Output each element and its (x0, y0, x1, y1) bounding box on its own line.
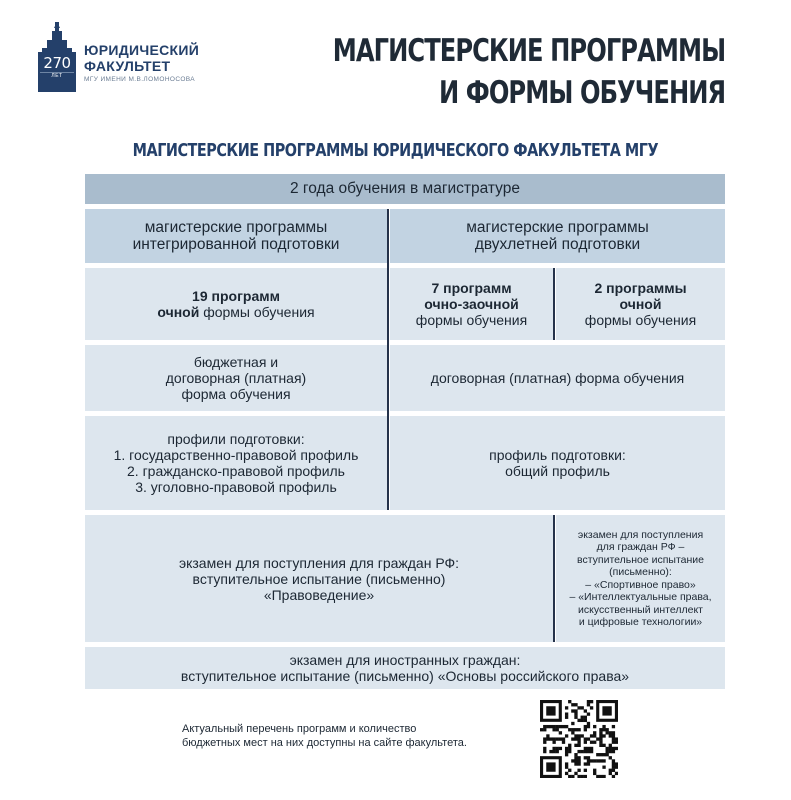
header-integrated-line2: интегрированной подготовки (132, 236, 340, 253)
two-year-profile-cell (390, 416, 725, 510)
full-time-count-form-bold: очной (619, 296, 662, 312)
part-time-count-number: 7 программ (431, 280, 512, 296)
logo-line3: МГУ ИМЕНИ М.В.ЛОМОНОСОВА (84, 76, 196, 83)
profile-item: 1. государственно-правовой профиль (113, 447, 359, 463)
exam-special-line2: для граждан РФ – (596, 541, 685, 553)
logo-line1: ЮРИДИЧЕСКИЙ (84, 42, 200, 58)
integrated-count-number: 19 программ (192, 288, 280, 304)
exam-foreign-cell (85, 647, 725, 689)
exam-main-line3: «Правоведение» (263, 586, 375, 603)
header-integrated (85, 209, 387, 263)
exam-special-cell (556, 515, 725, 642)
part-time-count-form-bold: очно-заочной (424, 296, 519, 312)
full-time-count-form: формы обучения (584, 312, 697, 328)
integrated-count-form: очной формы обучения (157, 304, 315, 320)
profile-item: 3. уголовно-правовой профиль (135, 479, 337, 495)
section-subtitle (0, 140, 791, 161)
header-two-year-line1: магистерские программы (466, 219, 649, 236)
part-time-count-cell (390, 268, 553, 340)
integrated-count-cell (85, 268, 387, 340)
page-title (332, 30, 725, 114)
integrated-payment-line2: договорная (платная) (165, 370, 307, 386)
page-title-line1: МАГИСТЕРСКИЕ ПРОГРАММЫ (332, 33, 725, 69)
header-two-year-line2: двухлетней подготовки (474, 236, 641, 253)
subcolumn-divider (553, 268, 555, 340)
column-divider (387, 209, 389, 510)
profile-item: 2. гражданско-правовой профиль (127, 463, 345, 479)
exam-special-line5: – «Спортивное право» (585, 578, 696, 591)
full-time-count-number: 2 программы (594, 280, 687, 296)
duration-bar (85, 174, 725, 204)
two-year-payment-text: договорная (платная) форма обучения (430, 370, 685, 386)
header-integrated-line1: магистерские программы (144, 219, 328, 236)
footer-note-line1: Актуальный перечень программ и количество (182, 723, 417, 735)
two-year-profile-heading: профиль подготовки: (489, 447, 626, 463)
duration-text: 2 года обучения в магистратуре (290, 180, 520, 197)
integrated-profiles-heading: профили подготовки: (167, 431, 305, 447)
footer-note (182, 723, 467, 750)
integrated-payment-cell (85, 345, 387, 411)
exam-foreign-line2: вступительное испытание (письменно) «Основы российского права» (180, 668, 630, 684)
integrated-payment-line1: бюджетная и (193, 354, 279, 370)
logo-badge-sub: ЛЕТ (51, 73, 63, 79)
exam-special-line4: (письменно): (609, 566, 672, 578)
two-year-profile-value: общий профиль (505, 463, 610, 479)
section-subtitle-text: МАГИСТЕРСКИЕ ПРОГРАММЫ ЮРИДИЧЕСКОГО ФАКУЛЬТЕТА МГУ (132, 140, 659, 161)
exam-special-line1: экзамен для поступления (577, 528, 704, 541)
exam-divider (553, 515, 555, 642)
exam-special-line6: – «Интеллектуальные права, (569, 591, 712, 603)
page-title-line2: И ФОРМЫ ОБУЧЕНИЯ (438, 75, 725, 111)
exam-special-line3: вступительное испытание (577, 553, 704, 566)
exam-special-line7: искусственный интеллект (578, 603, 703, 616)
logo-line2: ФАКУЛЬТЕТ (84, 58, 171, 74)
exam-main-line1: экзамен для поступления для граждан РФ: (178, 554, 460, 571)
exam-foreign-line1: экзамен для иностранных граждан: (289, 652, 521, 668)
logo-badge-number: 270 (43, 54, 71, 72)
exam-main-line2: вступительное испытание (письменно) (192, 570, 446, 587)
header-two-year (390, 209, 725, 263)
integrated-payment-line3: форма обучения (181, 386, 291, 402)
exam-special-line8: и цифровые технологии» (578, 616, 703, 628)
full-time-count-cell (556, 268, 725, 340)
footer-note-line2: бюджетных мест на них доступны на сайте факультета. (182, 736, 467, 749)
exam-main-cell (85, 515, 553, 642)
qr-code-icon[interactable] (540, 700, 618, 778)
two-year-payment-cell (390, 345, 725, 411)
part-time-count-form: формы обучения (415, 312, 528, 328)
integrated-profiles-cell (85, 416, 387, 510)
